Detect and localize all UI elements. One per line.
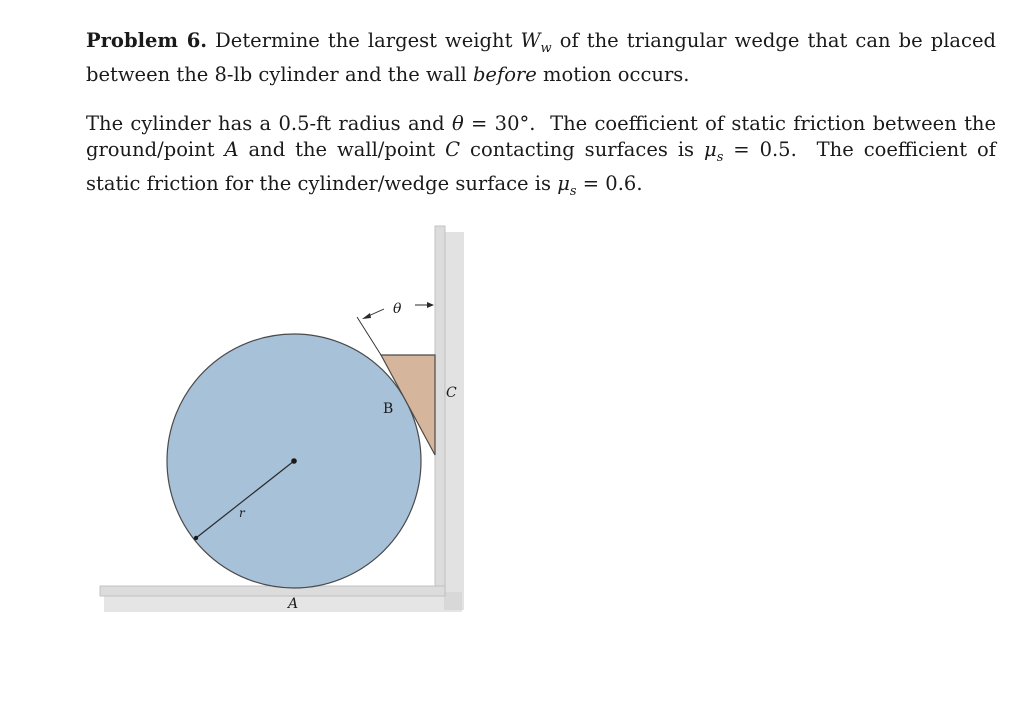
point-a-symbol: A xyxy=(224,138,239,161)
cylinder-wedge-mu-value: = 0.6. xyxy=(582,171,643,195)
given-text-3: The coefficient of static friction between the ground/point xyxy=(86,112,997,161)
intro-text-b: of the triangular wedge that can be placed between the 8-lb cylinder and the wall xyxy=(86,29,996,86)
before-word: before xyxy=(472,62,537,86)
center-dot xyxy=(291,458,297,464)
intro-text-c: motion occurs. xyxy=(543,62,690,86)
point-c-label: C xyxy=(446,385,457,401)
given-text-1: The cylinder has a 0.5-ft radius and xyxy=(86,112,445,135)
wall-shadow xyxy=(444,232,464,610)
angle-arrowhead-right xyxy=(427,302,434,308)
wedge-weight-symbol: $W_w$ xyxy=(520,29,552,56)
angle-arrowhead-left xyxy=(362,313,371,319)
theta-symbol: θ xyxy=(451,112,464,135)
given-text-4: and the wall/point xyxy=(248,138,436,161)
theta-label: θ xyxy=(393,301,402,317)
ground-wall-mu-value: = 0.5. xyxy=(733,138,797,161)
mu-symbol-1: $\mu_s$ xyxy=(704,138,724,165)
point-c-symbol: C xyxy=(445,138,461,161)
equals-sign: = xyxy=(471,112,488,135)
radius-label: r xyxy=(239,506,245,520)
angle-value: 30°. xyxy=(494,112,536,135)
ground xyxy=(100,586,445,596)
point-a-label: A xyxy=(288,596,299,612)
given-text-7: The coefficient of static friction for the cylinder/wedge surface is xyxy=(86,138,996,195)
radius-end-dot xyxy=(194,536,198,540)
intro-text-a: Determine the largest weight xyxy=(215,29,513,52)
wall xyxy=(435,226,445,594)
given-text-5: contacting surfaces is xyxy=(470,138,695,161)
point-b-label: B xyxy=(383,401,394,417)
problem-heading: Problem 6. xyxy=(86,29,208,52)
mu-symbol-2: $\mu_s$ xyxy=(557,171,577,199)
angle-extension-line xyxy=(357,317,381,355)
